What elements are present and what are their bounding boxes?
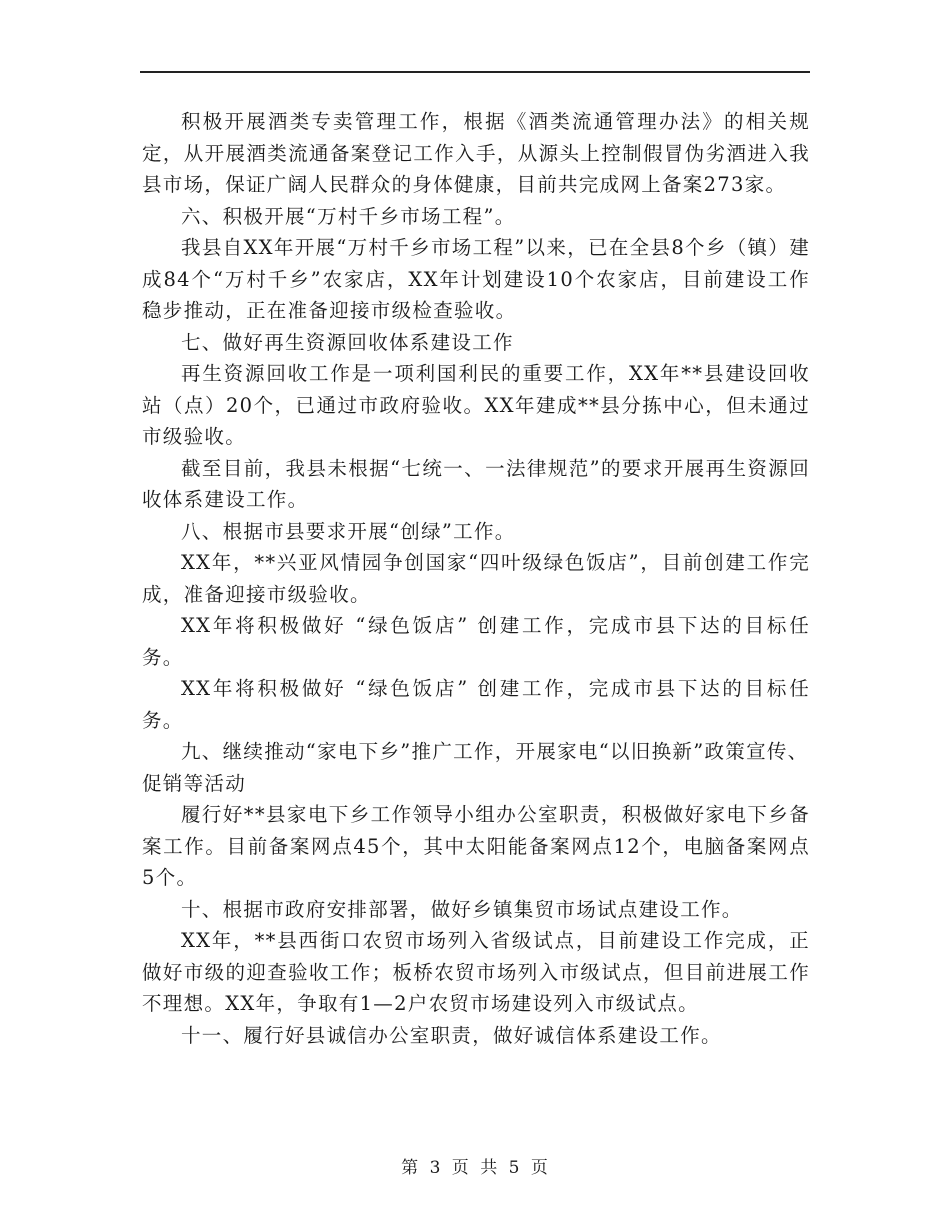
paragraph-recycling: 再生资源回收工作是一项利国利民的重要工作，XX年**县建设回收站（点）20个，已通过市政府验收。XX年建成**县分拣中心，但未通过市级验收。 [142,362,810,448]
section-heading-11: 十一、履行好县诚信办公室职责，做好诚信体系建设工作。 [181,1023,722,1047]
paragraph-liquor-management: 积极开展酒类专卖管理工作，根据《酒类流通管理办法》的相关规定，从开展酒类流通备案登记工作入手，从源头上控制假冒伪劣酒进入我县市场，保证广阔人民群众的身体健康，目前共完成网上备案273家。 [142,110,810,196]
section-heading-10: 十、根据市政府安排部署，做好乡镇集贸市场试点建设工作。 [181,897,743,921]
page-number: 第 3 页 共 5 页 [401,1158,549,1178]
paragraph-green-hotel-plan-repeat: XX年将积极做好 “绿色饭店” 创建工作，完成市县下达的目标任务。 [142,677,810,732]
section-heading-8: 八、根据市县要求开展“创绿”工作。 [181,519,516,543]
paragraph-appliances: 履行好**县家电下乡工作领导小组办公室职责，积极做好家电下乡备案工作。目前备案网点45个，其中太阳能备案网点12个，电脑备案网点5个。 [142,803,810,889]
paragraph-recycling-status: 截至目前，我县未根据“七统一、一法律规范”的要求开展再生资源回收体系建设工作。 [142,456,810,511]
section-heading-6: 六、积极开展“万村千乡市场工程”。 [181,204,516,228]
section-heading-9: 九、继续推动“家电下乡”推广工作，开展家电“以旧换新”政策宣传、促销等活动 [142,740,809,795]
section-heading-7: 七、做好再生资源回收体系建设工作 [181,330,514,354]
paragraph-green-hotel: XX年，**兴亚风情园争创国家“四叶级绿色饭店”，目前创建工作完成，准备迎接市级验收。 [142,551,810,606]
document-body [142,106,810,1051]
paragraph-market-pilot: XX年，**县西街口农贸市场列入省级试点，目前建设工作完成，正做好市级的迎查验收工作；板桥农贸市场列入市级试点，但目前进展工作不理想。XX年，争取有1—2户农贸市场建设列入市级试点。 [142,929,810,1015]
header-rule [140,71,810,73]
paragraph-village-market: 我县自XX年开展“万村千乡市场工程”以来，已在全县8个乡（镇）建成84个“万村千乡”农家店，XX年计划建设10个农家店，目前建设工作稳步推动，正在准备迎接市级检查验收。 [142,236,810,322]
paragraph-green-hotel-plan: XX年将积极做好 “绿色饭店” 创建工作，完成市县下达的目标任务。 [142,614,810,669]
